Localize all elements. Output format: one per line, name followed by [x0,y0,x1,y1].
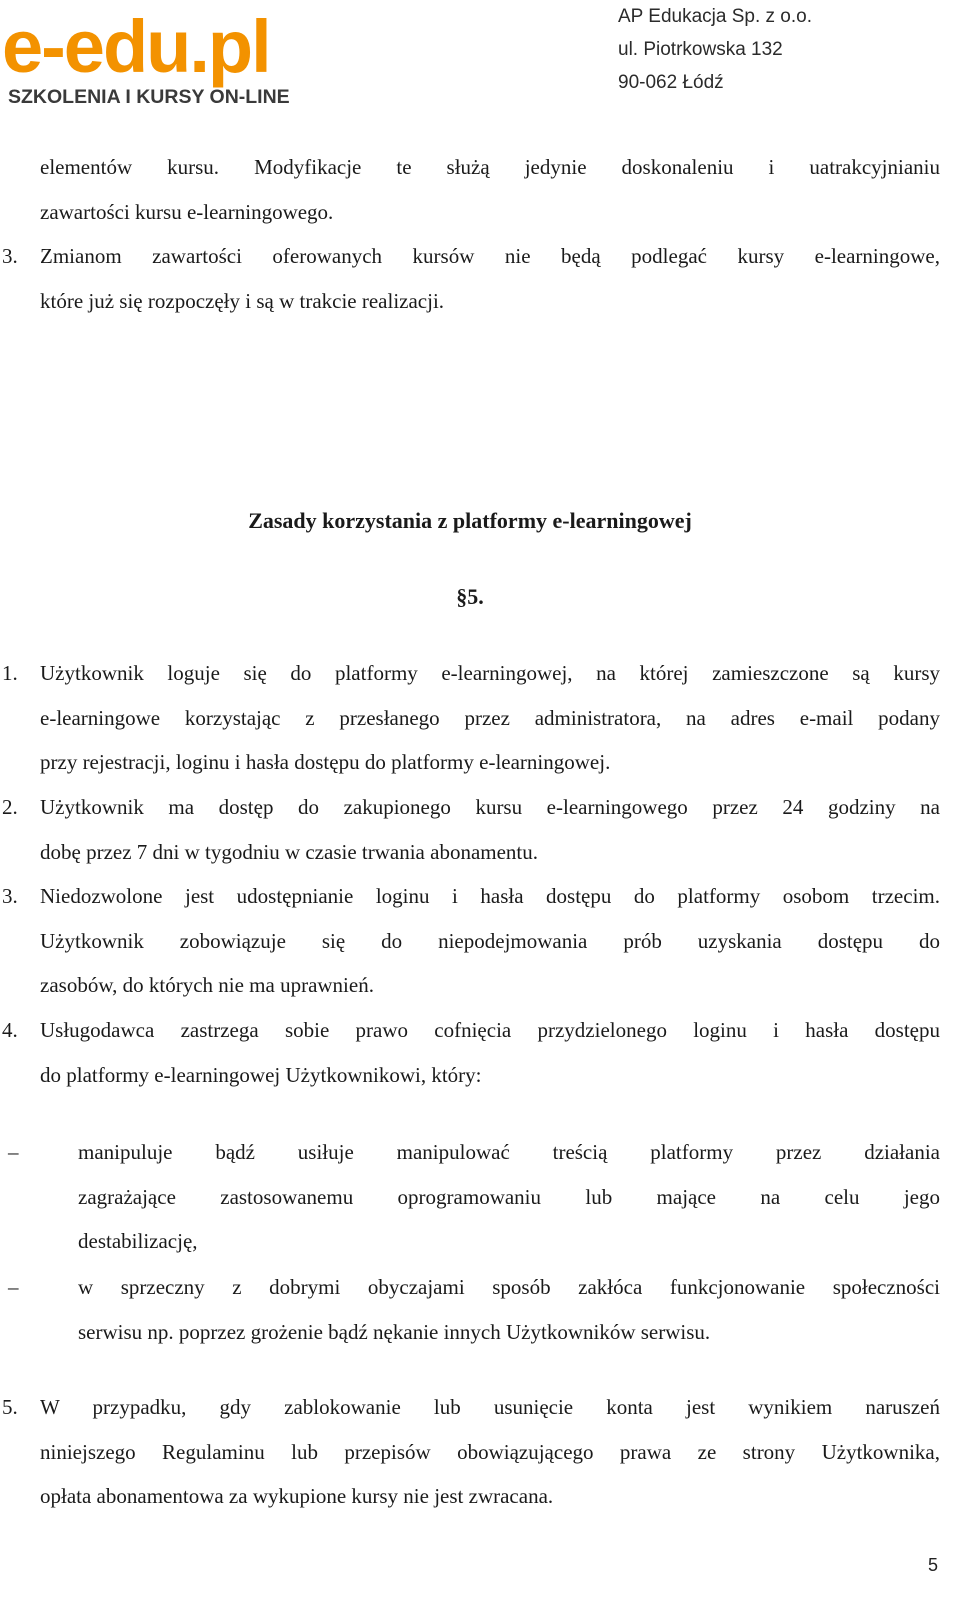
text-line: e-learningowe korzystając z przesłanego przez administratora, na adres e-mail podany [40,705,940,730]
text-line: Użytkownik ma dostęp do zakupionego kursu e-learningowego przez 24 godziny na [40,795,940,819]
list-item-1 [2,651,940,785]
text-line: elementów kursu. Modyfikacje te służą jedynie doskonaleniu i uatrakcyjnianiu [40,155,940,179]
intro-paragraph [40,145,940,234]
company-address [618,0,812,99]
item-number: 4. [2,1018,18,1042]
list-item-4 [2,1008,940,1097]
text-line: zagrażające zastosowanemu oprogramowaniu lub mające na celu jego [78,1184,940,1209]
text-line: manipuluje bądź usiłuje manipulować treścią platformy przez działania [78,1140,940,1164]
logo-tagline: SZKOLENIA I KURSY ON-LINE [8,86,290,108]
text-line: Użytkownik loguje się do platformy e-learningowej, na której zamieszczone są kursy [40,661,940,685]
e-edu-logo [0,0,330,112]
text-line: Użytkownik zobowiązuje się do niepodejmowania prób uzyskania dostępu do [40,928,940,953]
item-number: 2. [2,795,18,819]
dash-bullet: – [8,1140,19,1164]
logo-wordmark: e-edu.pl [2,5,270,88]
text-line: Niedozwolone jest udostępnianie loginu i hasła dostępu do platformy osobom trzecim. [40,884,940,908]
text-line: przy rejestracji, loginu i hasła dostępu do platformy e-learningowej. [40,750,611,774]
dash-bullet: – [8,1275,19,1299]
text-line: Usługodawca zastrzega sobie prawo cofnięcia przydzielonego loginu i hasła dostępu [40,1018,940,1042]
company-name: AP Edukacja Sp. z o.o. [618,6,812,27]
item-number: 3. [2,244,18,268]
text-line: zawartości kursu e-learningowego. [40,199,334,224]
text-line: opłata abonamentowa za wykupione kursy nie jest zwracana. [40,1484,554,1508]
text-line: w sprzeczny z dobrymi obyczajami sposób zakłóca funkcjonowanie społeczności [78,1275,940,1299]
section-title: Zasady korzystania z platformy e-learningowej [248,508,692,533]
item-number: 5. [2,1395,18,1419]
text-line: do platformy e-learningowej Użytkownikowi, który: [40,1062,482,1087]
text-line: niniejszego Regulaminu lub przepisów obowiązującego prawa ze strony Użytkownika, [40,1439,940,1464]
text-line: W przypadku, gdy zablokowanie lub usunięcie konta jest wynikiem naruszeń [40,1395,940,1419]
dash-item-1 [8,1130,940,1264]
paragraph-sign: §5. [456,584,484,609]
text-line: destabilizację, [78,1229,198,1253]
text-line: zasobów, do których nie ma uprawnień. [40,973,374,997]
page-number: 5 [927,1555,938,1575]
text-line: serwisu np. poprzez grożenie bądź nękanie innych Użytkowników serwisu. [78,1319,711,1344]
item-number: 3. [2,884,18,908]
list-item-3 [2,874,940,1008]
company-street: ul. Piotrkowska 132 [618,39,783,60]
item-number: 1. [2,661,18,685]
text-line: które już się rozpoczęły i są w trakcie realizacji. [40,288,445,313]
list-item-5 [2,1385,940,1519]
text-line: Zmianom zawartości oferowanych kursów nie będą podlegać kursy e-learningowe, [40,244,940,268]
list-item-3-prev [2,234,940,323]
text-line: dobę przez 7 dni w tygodniu w czasie trwania abonamentu. [40,839,539,864]
company-city: 90-062 Łódź [618,72,724,93]
list-item-2 [2,785,940,874]
dash-item-2 [8,1265,940,1354]
